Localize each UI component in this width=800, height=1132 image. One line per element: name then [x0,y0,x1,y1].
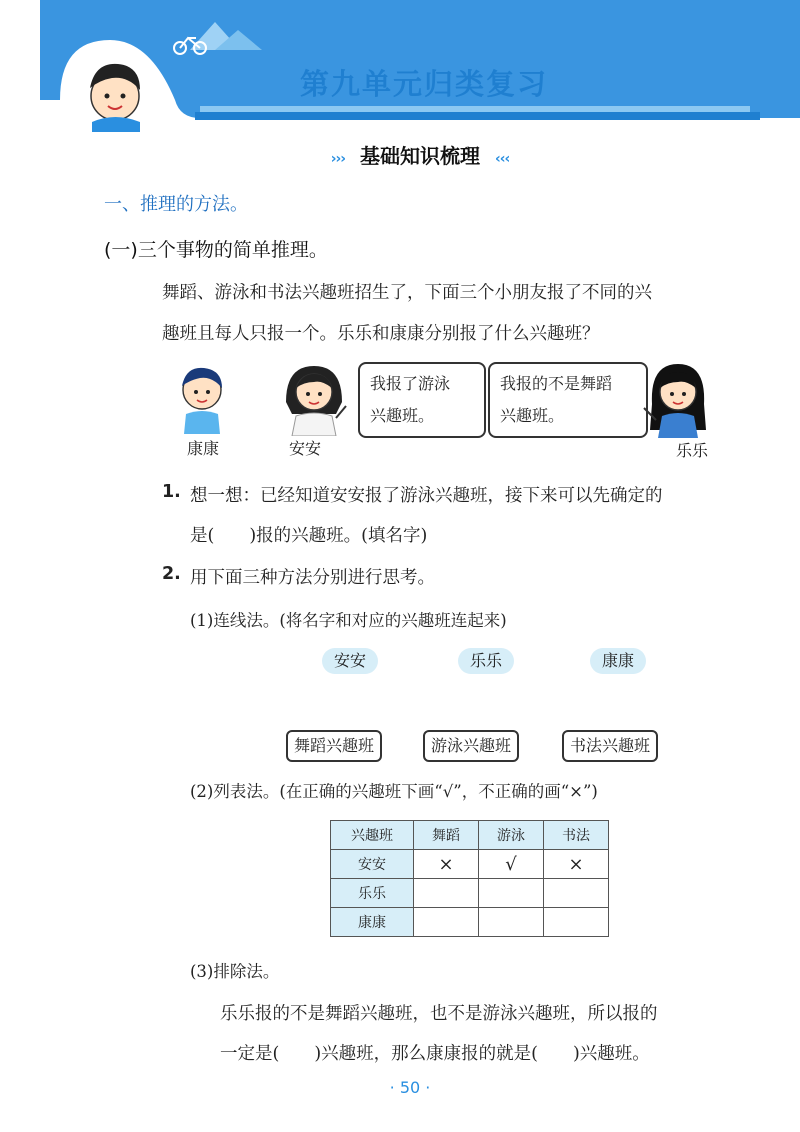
name-pill-kangkang[interactable]: 康康 [590,648,646,674]
arrows-left: ››› [330,151,346,167]
table-cell[interactable] [544,879,609,908]
anan-speech-line-1: 我报了游泳 [370,374,451,393]
table-header-cell: 兴趣班 [331,821,414,850]
table-row [331,908,609,937]
subheading-simple-reasoning: (一)三个事物的简单推理。 [104,239,328,261]
table-cell[interactable] [414,908,479,937]
method-3-line-2[interactable]: 一定是( )兴趣班，那么康康报的就是( )兴趣班。 [220,1044,650,1064]
table-cell[interactable] [479,879,544,908]
name-pill-lele[interactable]: 乐乐 [458,648,514,674]
reasoning-table [330,820,609,937]
kangkang-figure-icon [172,362,232,434]
q1-number: 1. [162,482,181,502]
table-header-row [331,821,609,850]
intro-line-2: 趣班且每人只报一个。乐乐和康康分别报了什么兴趣班？ [162,324,600,344]
table-row-name: 安安 [331,850,414,879]
lele-speech-line-1: 我报的不是舞蹈 [500,374,613,393]
method-3-elimination: (3)排除法。 [190,962,280,981]
anan-figure-icon [278,362,350,436]
lele-speech-line-2: 兴趣班。 [500,406,565,425]
table-row-name: 康康 [331,908,414,937]
boy-avatar-icon [79,59,151,132]
q1-line-2[interactable]: 是( )报的兴趣班。(填名字) [190,526,428,546]
class-box-calligraphy[interactable]: 书法兴趣班 [562,730,658,762]
table-row [331,850,609,879]
name-pill-anan[interactable]: 安安 [322,648,378,674]
table-header-cell: 游泳 [479,821,544,850]
page-number: · 50 · [389,1078,431,1097]
unit-title: 第九单元归类复习 [300,67,549,101]
lele-speech-bubble [488,362,648,438]
table-cell[interactable]: × [544,850,609,879]
anan-speech-bubble [358,362,486,438]
class-box-dance[interactable]: 舞蹈兴趣班 [286,730,382,762]
table-cell[interactable] [479,908,544,937]
section-heading [300,140,540,169]
table-cell[interactable]: √ [479,850,544,879]
heading-reasoning-methods: 一、推理的方法。 [104,194,248,215]
anan-speech-line-2: 兴趣班。 [370,406,435,425]
table-cell[interactable] [544,908,609,937]
table-cell[interactable] [414,879,479,908]
lele-label: 乐乐 [676,441,709,460]
table-cell[interactable]: × [414,850,479,879]
method-2-table: (2)列表法。(在正确的兴趣班下画“√”，不正确的画“×”) [190,782,598,801]
lele-figure-icon [636,360,716,438]
method-3-line-1: 乐乐报的不是舞蹈兴趣班，也不是游泳兴趣班，所以报的 [220,1004,658,1024]
table-row [331,879,609,908]
intro-line-1: 舞蹈、游泳和书法兴趣班招生了，下面三个小朋友报了不同的兴 [162,283,652,303]
anan-label: 安安 [289,439,322,458]
kangkang-label: 康康 [187,439,220,458]
table-row-name: 乐乐 [331,879,414,908]
q1-line-1: 想一想：已经知道安安报了游泳兴趣班，接下来可以先确定的 [190,486,663,506]
class-box-swim[interactable]: 游泳兴趣班 [423,730,519,762]
section-title: 基础知识梳理 [360,144,480,168]
table-header-cell: 书法 [544,821,609,850]
method-1-matching: (1)连线法。(将名字和对应的兴趣班连起来) [190,611,507,630]
table-header-cell: 舞蹈 [414,821,479,850]
q2-number: 2. [162,564,181,584]
q2-text: 用下面三种方法分别进行思考。 [190,568,435,588]
arrows-right: ‹‹‹ [494,151,510,167]
